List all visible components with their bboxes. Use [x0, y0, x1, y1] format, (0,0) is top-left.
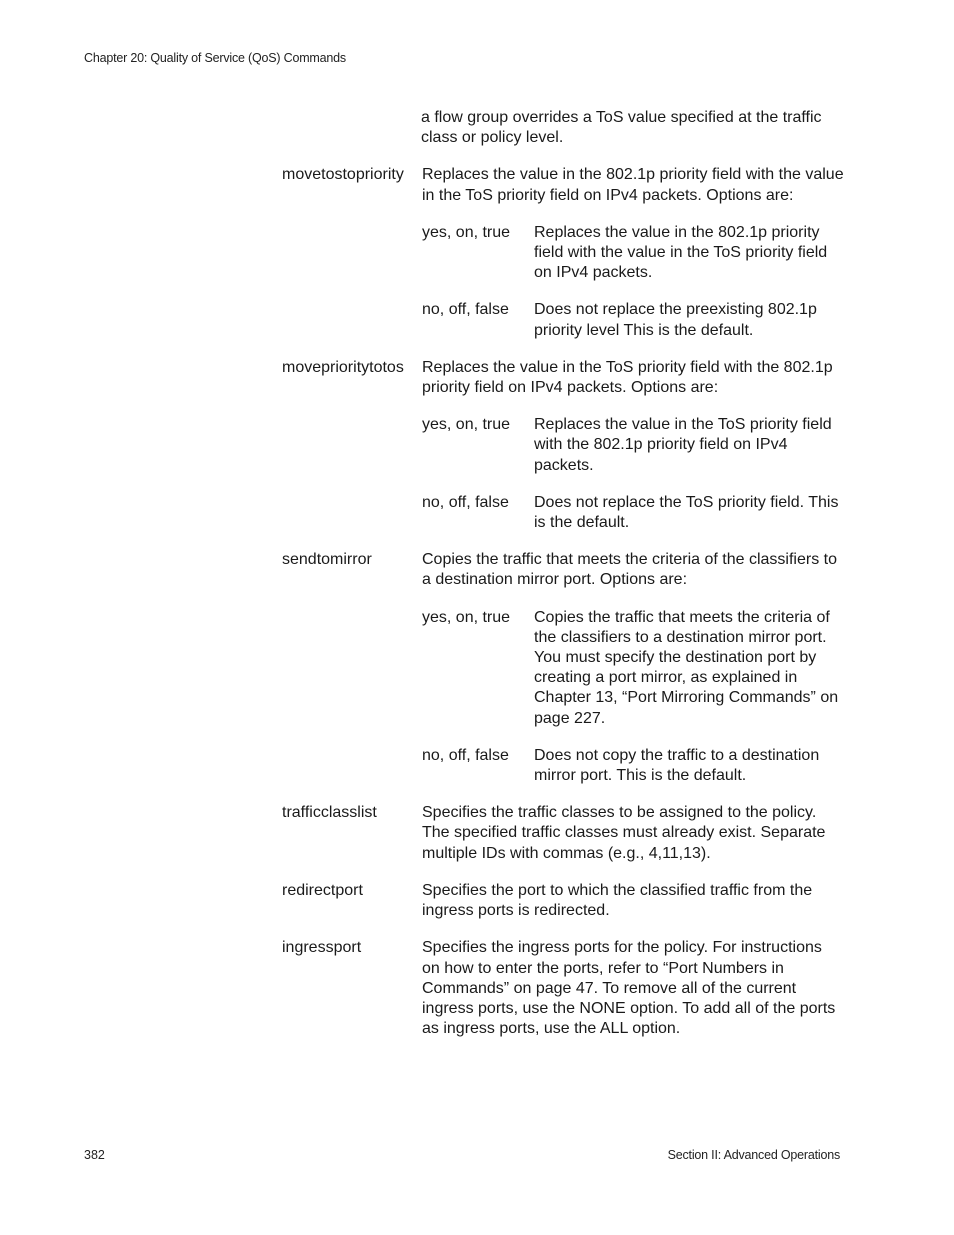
option-list: [422, 223, 844, 341]
param-ingressport: [282, 938, 844, 1039]
option-row: [422, 608, 844, 729]
option-description: Replaces the value in the ToS priority field with the 802.1p priority field on IPv4 packets.: [534, 416, 832, 474]
page-number: 382: [84, 1148, 105, 1162]
option-description: Does not replace the preexisting 802.1p priority level This is the default.: [534, 301, 817, 339]
param-name: redirectport: [282, 881, 363, 899]
param-name: moveprioritytotos: [282, 358, 404, 376]
parameter-list: [282, 108, 844, 1056]
param-description: Copies the traffic that meets the criteria of the classifiers to a destination mirror port. Options are:: [422, 551, 837, 589]
option-name: no, off, false: [422, 493, 509, 511]
running-footer: Section II: Advanced Operations: [667, 1148, 840, 1162]
option-name: yes, on, true: [422, 416, 511, 434]
option-row: [422, 493, 844, 533]
option-row: [422, 415, 844, 476]
option-list: [422, 608, 844, 787]
option-description: Does not copy the traffic to a destination mirror port. This is the default.: [534, 746, 820, 785]
param-trafficclasslist: [282, 803, 844, 864]
option-description: Replaces the value in the 802.1p priority field with the value in the ToS priority field on IPv4 packets.: [534, 223, 828, 282]
param-description: Specifies the ingress ports for the policy. For instructions on how to enter the ports, refer to “Port Numbers in Commands” on page 47. To remove all of the current ingress ports, use the NONE option. To add all of the ports as ingress ports, use the ALL option.: [422, 939, 836, 1038]
param-movetostopriority: [282, 165, 844, 340]
param-name: movetostopriority: [282, 166, 404, 184]
option-name: no, off, false: [422, 301, 509, 319]
param-description: Specifies the traffic classes to be assigned to the policy. The specified traffic classes must already exist. Separate multiple IDs with commas (e.g., 4,11,13).: [422, 804, 826, 862]
option-name: yes, on, true: [422, 223, 511, 241]
param-name: ingressport: [282, 939, 362, 957]
running-header: Chapter 20: Quality of Service (QoS) Commands: [84, 51, 346, 65]
param-redirectport: [282, 881, 844, 921]
option-description: Copies the traffic that meets the criteria of the classifiers to a destination mirror port. You must specify the destination port by creating a port mirror, as explained in Chapter 13, “Port Mirroring Commands” on page 227.: [534, 608, 839, 727]
param-moveprioritytotos: [282, 358, 844, 533]
param-description: Replaces the value in the ToS priority field with the 802.1p priority field on IPv4 packets. Options are:: [422, 358, 833, 397]
option-name: no, off, false: [422, 746, 509, 764]
param-description: Replaces the value in the 802.1p priority field with the value in the ToS priority field on IPv4 packets. Options are:: [422, 166, 844, 204]
param-name: sendtomirror: [282, 551, 372, 569]
option-description: Does not replace the ToS priority field. This is the default.: [534, 493, 839, 532]
option-row: [422, 746, 844, 786]
option-list: [422, 415, 844, 533]
param-description: Specifies the port to which the classified traffic from the ingress ports is redirected.: [422, 881, 813, 920]
param-sendtomirror: [282, 550, 844, 786]
option-row: [422, 300, 844, 340]
intro-paragraph: a flow group overrides a ToS value specified at the traffic class or policy level.: [421, 109, 822, 147]
param-name: trafficclasslist: [282, 804, 377, 822]
option-row: [422, 223, 844, 284]
option-name: yes, on, true: [422, 608, 511, 626]
